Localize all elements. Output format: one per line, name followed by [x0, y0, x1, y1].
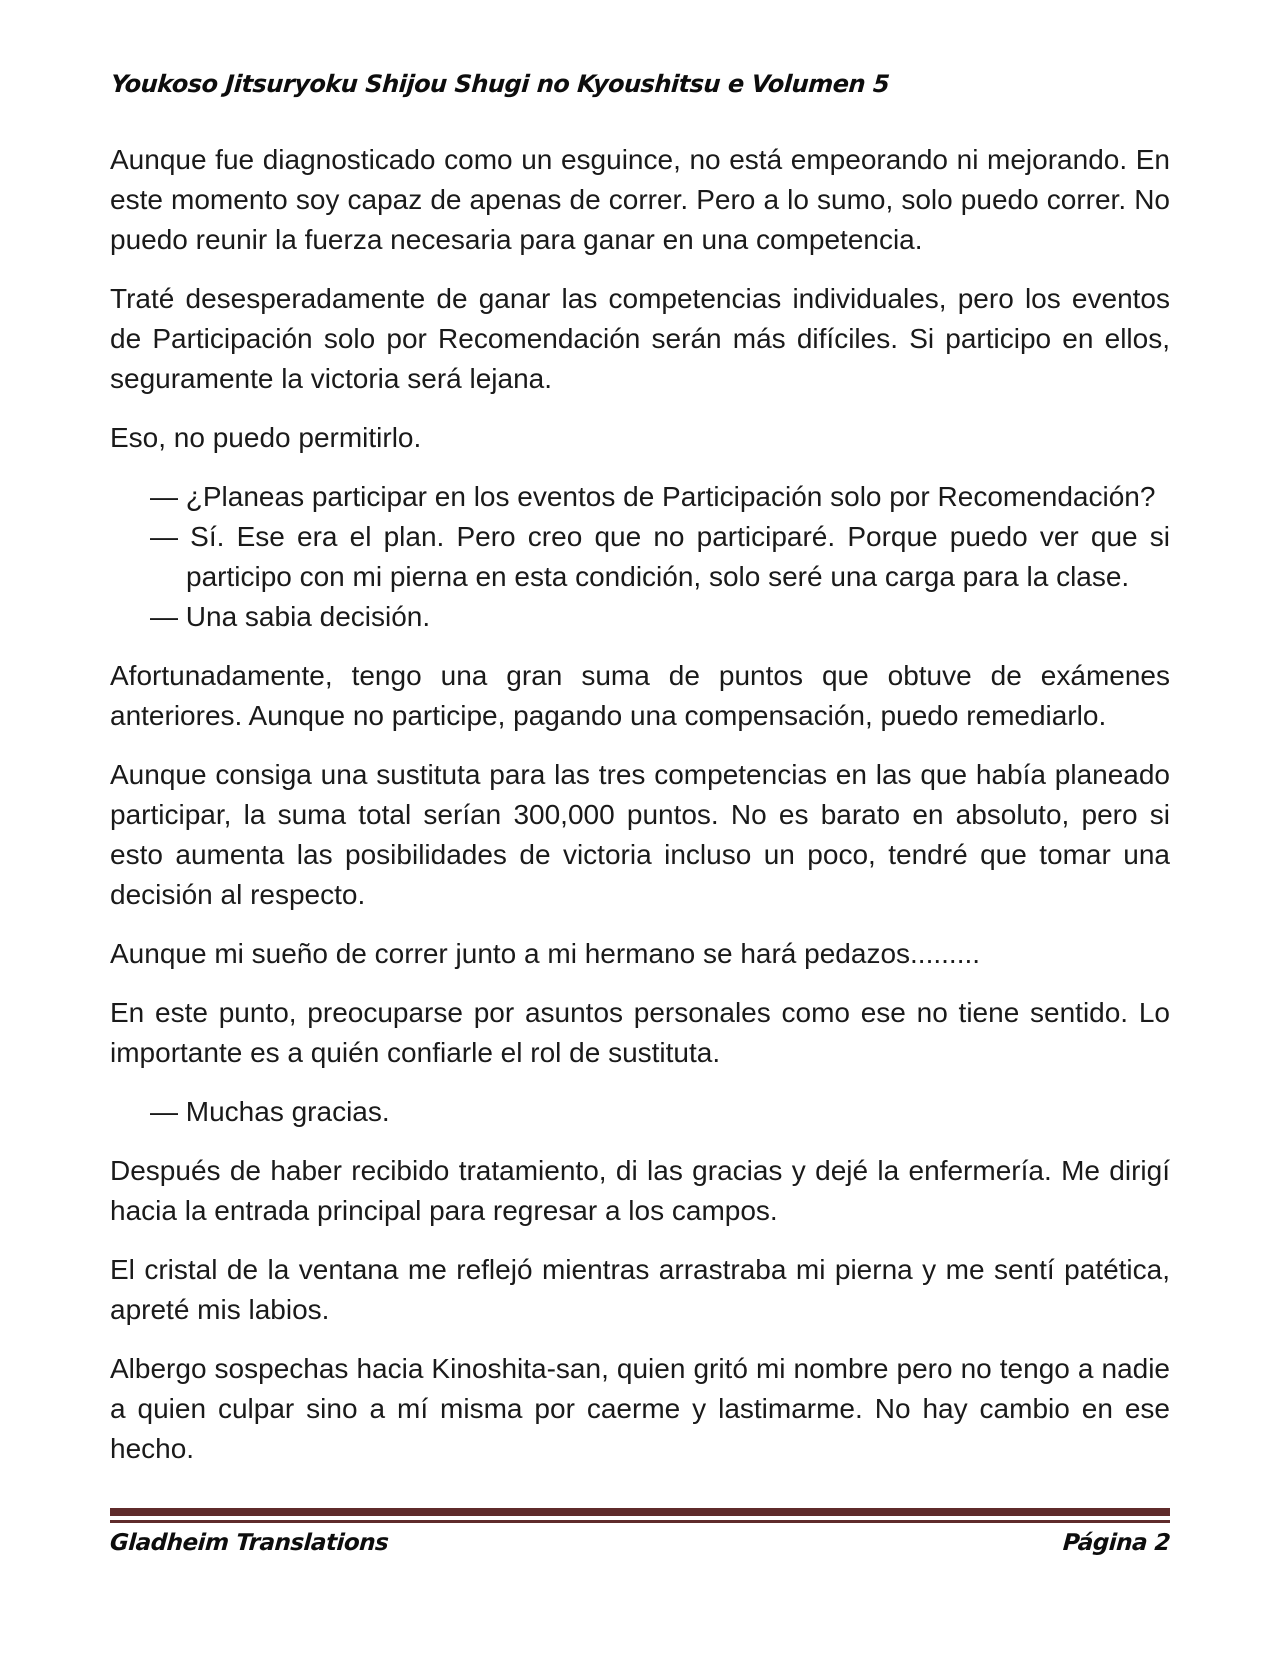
dialogue-list: [110, 477, 1170, 637]
paragraph: Afortunadamente, tengo una gran suma de puntos que obtuve de exámenes anteriores. Aunque no participe, pagando una compensación, puedo remediarlo.: [110, 660, 1170, 731]
footer-rule-thin: [110, 1520, 1170, 1523]
paragraph: Albergo sospechas hacia Kinoshita-san, quien gritó mi nombre pero no tengo a nadie a quien culpar sino a mí misma por caerme y lastimarme. No hay cambio en ese hecho.: [110, 1353, 1170, 1464]
paragraph: Aunque fue diagnosticado como un esguince, no está empeorando ni mejorando. En este momento soy capaz de apenas de correr. Pero a lo sumo, solo puedo correr. No puedo reunir la fuerza necesaria para ganar en una competencia.: [110, 144, 1170, 255]
footer-translator-credit: Gladheim Translations: [109, 1530, 390, 1556]
footer-rule-thick: [110, 1508, 1170, 1516]
paragraph: En este punto, preocuparse por asuntos personales como ese no tiene sentido. Lo importante es a quién confiarle el rol de sustituta.: [110, 997, 1170, 1068]
footer-page-number: Página 2: [1061, 1530, 1171, 1556]
paragraph: Eso, no puedo permitirlo.: [110, 422, 422, 453]
paragraph: Después de haber recibido tratamiento, di las gracias y dejé la enfermería. Me dirigí hacia la entrada principal para regresar a los campos.: [110, 1155, 1170, 1226]
footer-row: [110, 1530, 1170, 1556]
paragraph: Aunque consiga una sustituta para las tres competencias en las que había planeado participar, la suma total serían 300,000 puntos. No es barato en absoluto, pero si esto aumenta las posibilidades de victoria incluso un poco, tendré que tomar una decisión al respecto.: [110, 759, 1170, 910]
paragraph: Traté desesperadamente de ganar las competencias individuales, pero los eventos de Participación solo por Recomendación serán más difíciles. Si participo en ellos, seguramente la victoria será lejana.: [110, 283, 1170, 394]
document-body: [110, 140, 1170, 1488]
paragraph: El cristal de la ventana me reflejó mientras arrastraba mi pierna y me sentí patética, apreté mis labios.: [110, 1254, 1170, 1325]
document-title: Youkoso Jitsuryoku Shijou Shugi no Kyoushitsu e Volumen 5: [110, 70, 891, 98]
dialogue-line: — Sí. Ese era el plan. Pero creo que no participaré. Porque puedo ver que si participo con mi pierna en esta condición, solo seré una carga para la clase.: [150, 521, 1170, 592]
paragraph: Aunque mi sueño de correr junto a mi hermano se hará pedazos.........: [110, 938, 981, 969]
page-header: [110, 70, 1170, 98]
page-footer: [110, 1508, 1170, 1556]
dialogue-line: — Muchas gracias.: [150, 1096, 390, 1127]
dialogue-line: — ¿Planeas participar en los eventos de Participación solo por Recomendación?: [150, 481, 1156, 512]
dialogue-line: — Una sabia decisión.: [150, 601, 431, 632]
